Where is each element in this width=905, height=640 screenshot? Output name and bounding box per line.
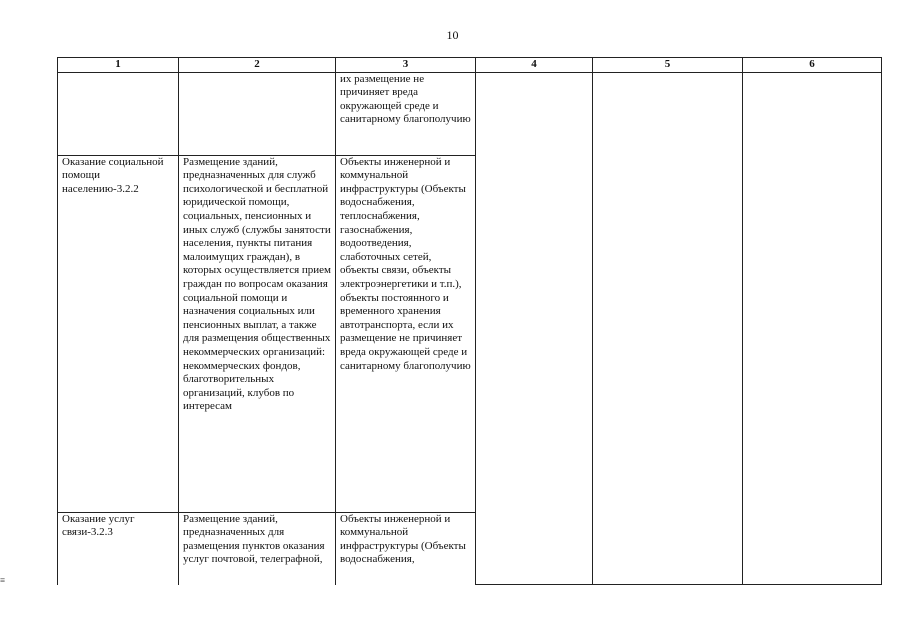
land-use-table	[57, 57, 882, 585]
table-header-row	[58, 58, 882, 73]
column-header-5: 5	[593, 58, 743, 73]
table-row	[58, 72, 882, 155]
table-cell: их размещение не причиняет вреда окружающей среде и санитарному благополучию	[336, 72, 476, 155]
table-cell	[179, 72, 336, 155]
column-header-3: 3	[336, 58, 476, 73]
table-cell: Размещение зданий, предназначенных для служб психологической и бесплатной юридической помощи, социальных, пенсионных и иных служб (службы занятости населения, пункты питания малоимущих граждан), в которых осуществляется прием граждан по вопросам оказания социальной помощи и назначения социальных или пенсионных выплат, а также для размещения общественных некоммерческих организаций: некоммерческих фондов, благотворительных организаций, клубов по интересам	[179, 155, 336, 512]
column-header-4: 4	[476, 58, 593, 73]
table-cell: Оказание социальной помощи населению-3.2.2	[58, 155, 179, 512]
table-cell	[593, 72, 743, 585]
table-cell: Объекты инженерной и коммунальной инфраструктуры (Объекты водоснабжения,	[336, 512, 476, 585]
table-cell: Размещение зданий, предназначенных для размещения пунктов оказания услуг почтовой, телеграфной,	[179, 512, 336, 585]
page-number: 10	[446, 28, 459, 42]
column-header-1: 1	[58, 58, 179, 73]
column-header-6: 6	[743, 58, 882, 73]
table-cell	[476, 72, 593, 585]
margin-mark: ≡	[0, 575, 6, 585]
table-cell	[58, 72, 179, 155]
column-header-2: 2	[179, 58, 336, 73]
table-cell: Объекты инженерной и коммунальной инфраструктуры (Объекты водоснабжения, теплоснабжения, газоснабжения, водоотведения, слаботочных сетей, объекты связи, объекты электроэнергетики и т.п.), объекты постоянного и временного хранения автотранспорта, если их размещение не причиняет вреда окружающей среде и санитарному благополучию	[336, 155, 476, 512]
table-cell: Оказание услуг связи-3.2.3	[58, 512, 179, 585]
table-cell	[743, 72, 882, 585]
